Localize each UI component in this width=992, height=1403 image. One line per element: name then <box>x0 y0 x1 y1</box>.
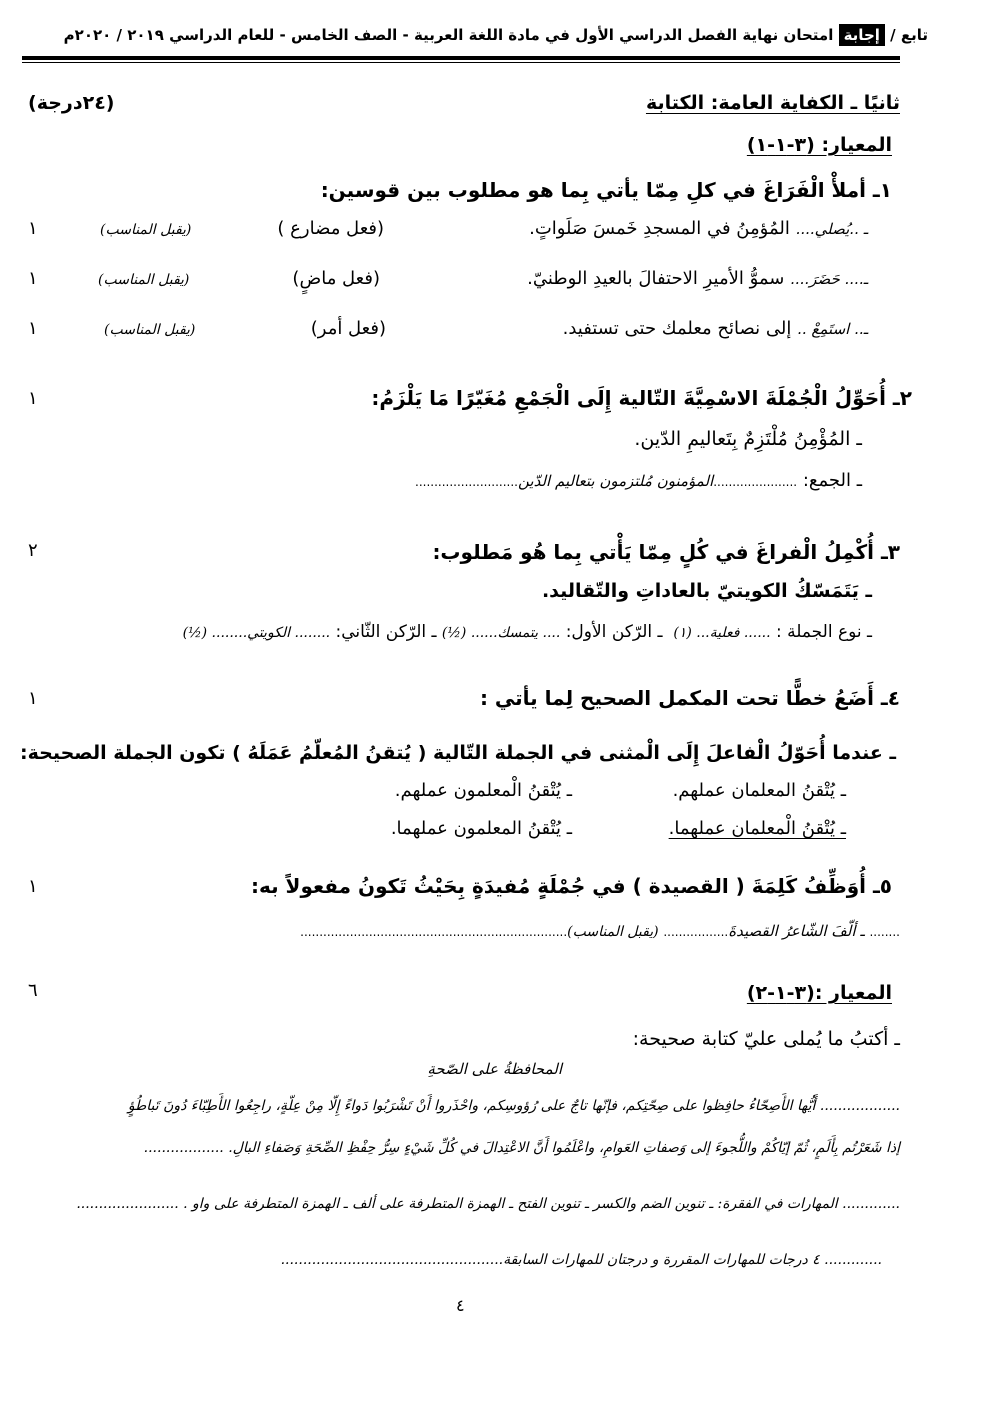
q3-sentence: ـ يَتَمَسّكُ الكويتيّ بالعاداتِ والتّقاليد. <box>541 580 872 602</box>
q3-type-answer: ...... فعلية... (١) <box>673 625 771 641</box>
q3-title: ٣ـ أُكْمِلُ الْفراغَ في كُلٍ مِمّا يَأْتي بِما هُو مَطلوب: <box>432 540 900 564</box>
q1-item-1-answer: ـ ..يُصلي.... <box>795 220 868 238</box>
dictation-grading: ............. ٤ درجات للمهارات المقررة و درجتان للمهارات السابقة.................................................. <box>280 1252 882 1268</box>
header-rule <box>22 56 900 60</box>
answer-badge: إجابة <box>839 24 885 46</box>
q1-item-1-score: ١ <box>28 218 38 239</box>
criterion-1: المعيار: (٣-١-١) <box>746 134 892 156</box>
q4-question: ـ عندما أُحَوّلُ الْفاعلَ إِلَى الْمثنى في الجملة التّالية ( يُتقنُ المُعلّمُ عَمَلَهُ ) تكون الجملة الصحيحة: <box>20 742 896 764</box>
q5-answer-line <box>300 922 900 940</box>
q1-item-2 <box>527 268 868 289</box>
section-grade: (٢٤درجة) <box>28 92 115 114</box>
criterion-2-score: ٦ <box>28 980 38 1001</box>
q5-dots-before: ........ <box>869 925 900 939</box>
q5-title: ٥ـ أُوَظِّفُ كَلِمَةَ ( القصيدة ) في جُمْلَةٍ مُفيدَةٍ بِحَيْثُ تَكونُ مفعولاً به: <box>250 874 892 898</box>
q4-option-1: ـ يُتْقنُ المعلمان عملهم. <box>672 780 846 801</box>
header-rule-thin <box>22 62 900 63</box>
q1-item-3-hint: (فعل أمر) <box>310 318 386 339</box>
criterion-2: المعيار :(٣-١-٢) <box>746 982 892 1004</box>
q4-option-4: ـ يُتْقنُ المعلمون عملهما. <box>390 818 572 839</box>
q1-item-2-text: سموُّ الأميرِ الاحتفالَ بالعيدِ الوطنيّ. <box>527 268 785 289</box>
q1-item-1-text: المُؤمِنُ في المسجدِ خَمسَ صَلَواتٍ. <box>529 218 790 239</box>
q1-item-2-score: ١ <box>28 268 38 289</box>
q1-item-3-score: ١ <box>28 318 38 339</box>
q3-type-label: ـ نوع الجملة : <box>775 622 872 642</box>
dictation-skills: ............. المهارات في الفقرة: ـ تنوين الضم والكسر ـ تنوين الفتح ـ الهمزة المتطرفة على ألف ـ الهمزة المتطرفة على واو . ....................... <box>76 1196 900 1212</box>
section-title: ثانيًا ـ الكفاية العامة: الكتابة <box>645 92 900 114</box>
q1-item-1-accept: (يقبل المناسب) <box>100 222 192 238</box>
q5-dots-mid: ................. <box>663 925 729 939</box>
dictation-line-1: .................. أَيُّها الأَصِحّاءُ حافِظوا على صِحّتِكم، فإنّها تاجٌ على رُؤوسِكم، واحْذَروا أَنْ تَشْرَبُوا دَواءً إِلّا مِنْ عِلّةٍ، راجِعُوا الأَطِبّاءَ دُونَ تَباطُؤٍ <box>127 1098 900 1114</box>
q5-answer: ـ ألّفَ الشّاعرُ القصيدةَ <box>728 922 865 940</box>
q3-second-label: ـ الرّكن الثّاني: <box>335 622 437 642</box>
q3-first-answer: .... يتمسك...... (½) <box>441 625 561 641</box>
page-number: ٤ <box>456 1296 465 1315</box>
q4-score: ١ <box>28 688 38 709</box>
q1-item-1 <box>529 218 868 239</box>
q1-item-2-answer: ـ.... حَضَرَ.... <box>790 270 868 288</box>
q3-score: ٢ <box>28 540 38 561</box>
q1-item-3-answer: ـ.. استَمِعْ .. <box>797 320 868 338</box>
q1-item-2-hint: (فعل ماضٍ) <box>292 268 380 289</box>
q1-item-3 <box>563 318 868 339</box>
q4-title: ٤ـ أَضَعُ خطًّا تحت المكمل الصحيح لِما يأتي : <box>479 686 900 710</box>
q2-dots-after: ........................... <box>415 475 518 489</box>
q2-score: ١ <box>28 388 38 409</box>
page-header <box>64 26 928 44</box>
q5-accept: (يقبل المناسب) <box>567 924 659 940</box>
q2-plural-label: ـ الجمع: <box>802 470 862 491</box>
q1-title: ١ـ أملأْ الْفَرَاغَ في كلِ مِمّا يأتي بِما هو مطلوب بين قوسين: <box>320 178 892 202</box>
q2-title: ٢ـ أُحَوِّلُ الْجُمْلَةَ الاسْمِيَّةَ التّالية إِلَى الْجَمْعِ مُغَيّرًا مَا يَلْزَمُ: <box>371 386 912 410</box>
q2-plural-line <box>415 470 862 491</box>
q3-first-label: ـ الرّكن الأول: <box>565 622 663 642</box>
header-title: امتحان نهاية الفصل الدراسي الأول في مادة اللغة العربية - الصف الخامس - للعام الدراسي ٢٠١٩ / ٢٠٢٠م <box>63 26 834 44</box>
q2-dots-before: ...................... <box>713 475 798 489</box>
header-prefix: تابع / <box>890 26 928 44</box>
q1-item-3-accept: (يقبل المناسب) <box>104 322 196 338</box>
dictation-line-2: إذا شَعَرْتُم بِأَلَمٍ، ثُمّ إيّاكُمْ واللُّجوءَ إلى وَصفاتِ العَوامِ، واعْلَمُوا أَنَّ الاعْتِدالَ في كُلِّ شَيْءٍ سِرُّ حِفْظِ الصِّحَةِ وَصَفاءِ البالِ. .................. <box>143 1140 900 1156</box>
q1-item-3-text: إلى نصائح معلمك حتى تستفيد. <box>562 318 792 339</box>
q1-item-1-hint: (فعل مضارع ) <box>277 218 384 239</box>
q1-item-2-accept: (يقبل المناسب) <box>98 272 190 288</box>
dictation-instruction: ـ أكتبُ ما يُملى عليّ كتابة صحيحة: <box>632 1028 900 1050</box>
q4-option-2: ـ يُتْقنُ الْمعلمون عملهم. <box>394 780 572 801</box>
q3-analysis <box>183 622 872 642</box>
q5-dots-after: ...................................................................... <box>300 925 568 939</box>
dictation-title: المحافظةُ على الصّحةِ <box>427 1060 562 1078</box>
q2-plural-answer: المؤمنون مُلتزمون بتعاليم الدّين <box>518 472 714 490</box>
q3-second-answer: ........ الكويتي........ (½) <box>182 625 331 641</box>
q2-sentence: ـ المُؤْمِنُ مُلْتَزِمٌ بِتَعاليمِ الدّين. <box>634 428 862 450</box>
q5-score: ١ <box>28 876 38 897</box>
q4-option-3-correct: ـ يُتْقنُ الْمعلمان عملهما. <box>668 818 846 839</box>
